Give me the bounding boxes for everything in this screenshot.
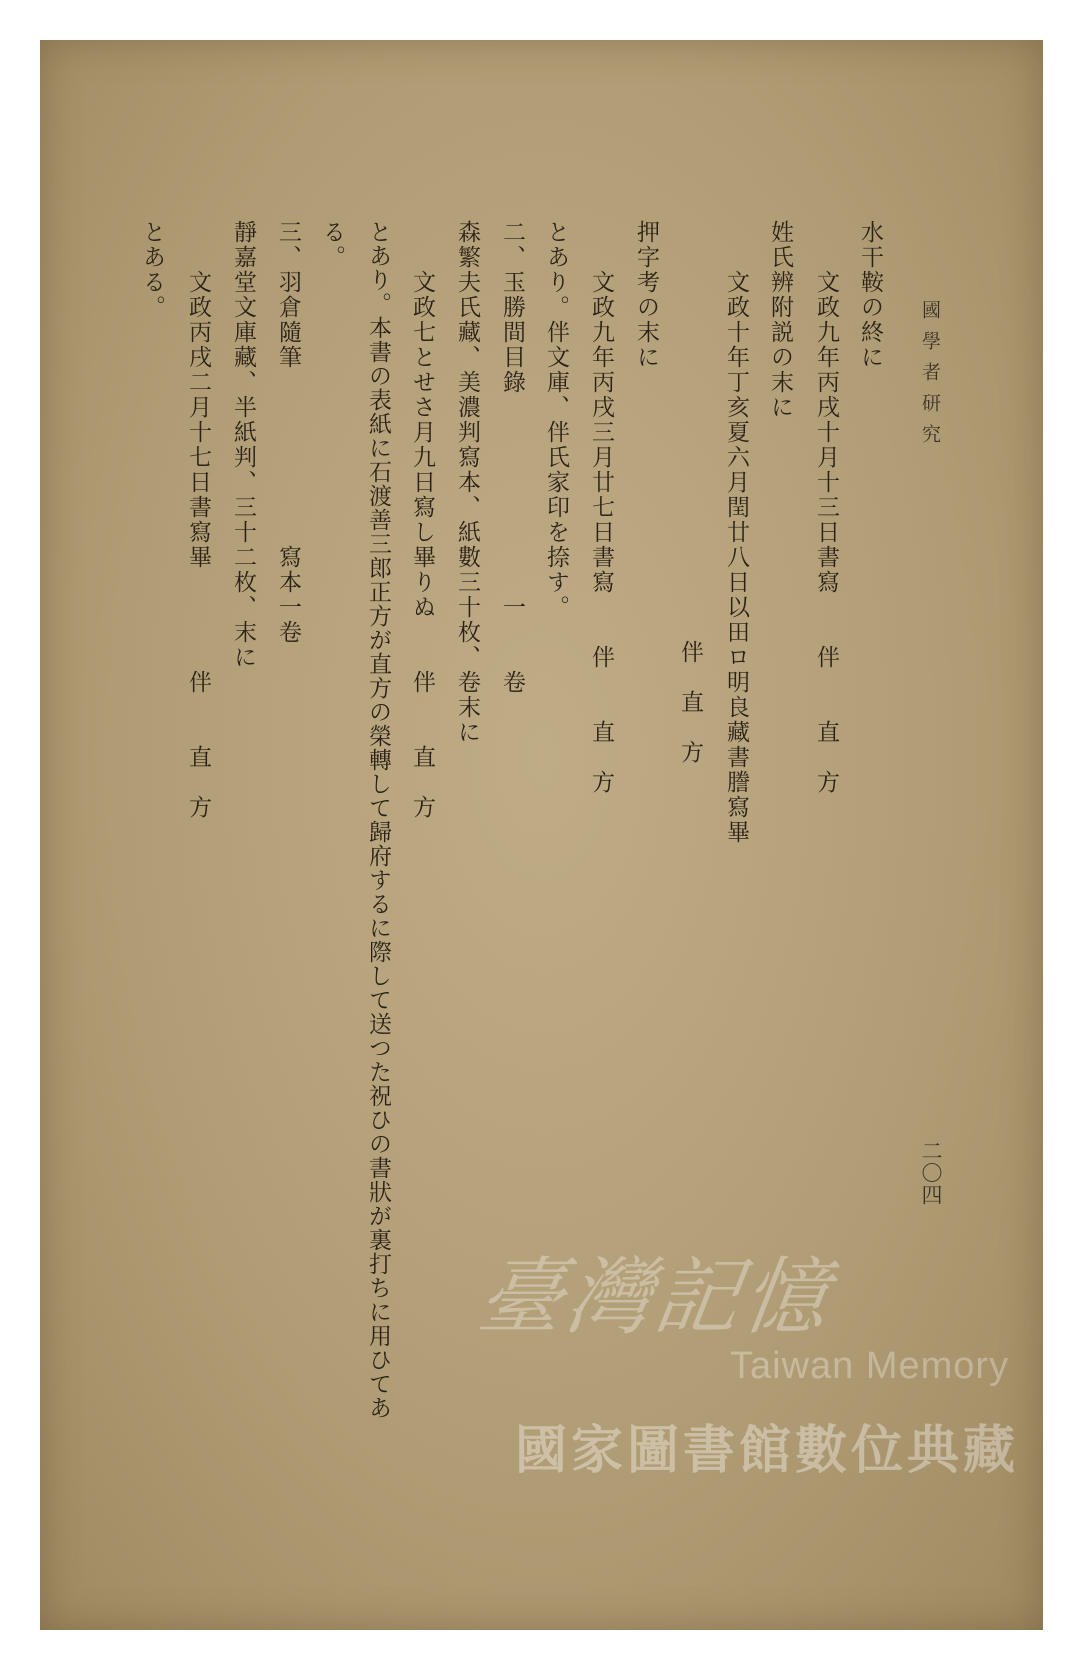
watermark-calligraphy: 臺灣記憶	[472, 1248, 838, 1346]
text-column-6: 押字考の末に	[633, 220, 659, 370]
text-column-17: とある。	[139, 220, 165, 320]
text-column-14: 三、羽倉隨筆 寫本一卷	[275, 220, 301, 645]
text-column-11: 文政七とせさ月九日寫し畢りぬ 伴 直 方	[409, 270, 435, 820]
running-header: 國學者研究	[919, 300, 941, 455]
text-column-7: 文政九年丙戌三月廿七日書寫 伴 直 方	[588, 270, 614, 795]
text-column-13: る。	[319, 220, 345, 270]
text-column-8: とあり。伴文庫、伴氏家印を捺す。	[543, 220, 569, 620]
text-column-9: 二、玉勝間目錄 一 卷	[499, 220, 525, 695]
page-number: 二〇四	[919, 1140, 943, 1206]
text-column-15: 靜嘉堂文庫藏、半紙判、三十二枚、末に	[230, 220, 256, 670]
book-page	[40, 40, 1043, 1630]
text-column-10: 森繁夫氏藏、美濃判寫本、紙數三十枚、卷末に	[454, 220, 480, 745]
text-column-5: 伴 直 方	[677, 640, 703, 765]
text-column-12: とあり。本書の表紙に石渡善三郎正方が直方の榮轉して歸府するに際して送つた祝ひの書狀が裏打ちに用ひてあ	[365, 220, 391, 1420]
watermark-organization: 國家圖書館數位典藏	[515, 1421, 1020, 1481]
text-column-1: 水干鞍の終に	[857, 220, 883, 370]
text-column-3: 姓氏辨附説の末に	[767, 220, 793, 420]
text-column-2: 文政九年丙戌十月十三日書寫 伴 直 方	[813, 270, 839, 795]
watermark-english: Taiwan Memory	[730, 1345, 1010, 1387]
text-column-4: 文政十年丁亥夏六月閏廿八日以田ロ明良藏書謄寫畢	[723, 270, 749, 845]
text-column-16: 文政丙戌二月十七日書寫畢 伴 直 方	[185, 270, 211, 820]
